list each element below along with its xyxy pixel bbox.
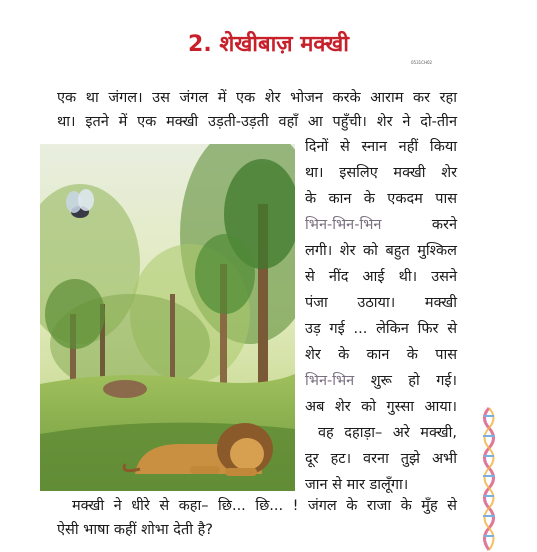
closing-line: ऐसी भाषा कहीं शोभा देती है? bbox=[57, 522, 213, 538]
intro-line: था। इतने में एक मक्खी उड़ती-उड़ती वहाँ आ पहुँची। शेर ने दो-तीन bbox=[57, 114, 457, 130]
story-line: से नींद आई थी। उसने bbox=[305, 269, 457, 285]
story-line: था। इसलिए मक्खी शेर bbox=[305, 165, 457, 181]
story-line bbox=[305, 372, 457, 390]
story-line: लगी। शेर को बहुत मुश्किल bbox=[305, 243, 457, 259]
closing-line: मक्खी ने धीरे से कहा– छि... छि... ! जंगल के राजा के मुँह से bbox=[72, 498, 457, 514]
story-line bbox=[305, 216, 457, 234]
story-line: जान से मार डालूँगा। bbox=[305, 477, 409, 493]
story-line: दूर हट। वरना तुझे अभी bbox=[305, 451, 457, 467]
decorative-border-icon bbox=[478, 406, 500, 552]
story-line: पंजा उठाया। मक्खी bbox=[305, 295, 457, 311]
story-line: के कान के एकदम पास bbox=[305, 191, 457, 207]
story-word: करने bbox=[431, 217, 457, 233]
chapter-title: 2. शेखीबाज़ मक्खी bbox=[188, 32, 349, 57]
story-word: शुरू हो गई। bbox=[370, 373, 457, 389]
story-line: वह दहाड़ा– अरे मक्खी, bbox=[318, 425, 457, 441]
buzz-sound-text: भिन-भिन bbox=[305, 373, 355, 389]
story-line: अब शेर को गुस्सा आया। bbox=[305, 399, 457, 415]
lion-forest-illustration bbox=[40, 144, 295, 491]
buzz-sound-text: भिन-भिन-भिन bbox=[305, 217, 382, 233]
chapter-code: 0531CH02 bbox=[411, 60, 433, 65]
story-line: शेर के कान के पास bbox=[305, 347, 457, 363]
intro-line: एक था जंगल। उस जंगल में एक शेर भोजन करके आराम कर रहा bbox=[57, 90, 457, 106]
story-line: उड़ गई ... लेकिन फिर से bbox=[305, 321, 457, 337]
story-line: दिनों से स्नान नहीं किया bbox=[305, 139, 457, 155]
